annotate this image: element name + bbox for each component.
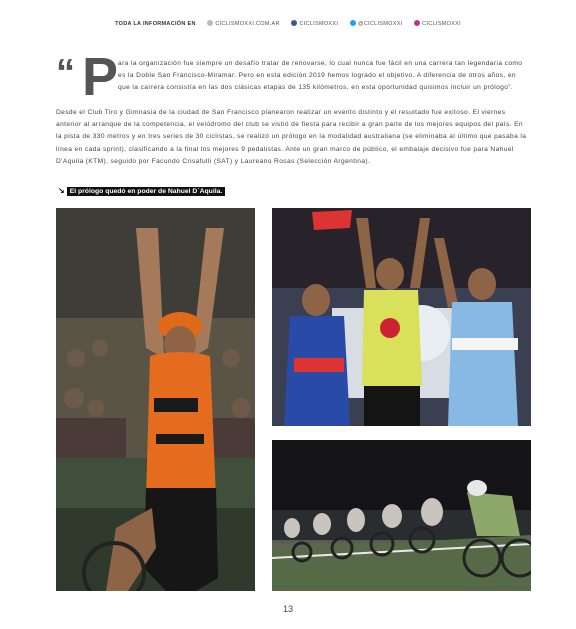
page-number: 13 — [282, 604, 293, 614]
photo-race-action — [272, 440, 531, 591]
drop-cap-quote: “ — [56, 52, 75, 94]
article-paragraph: Desde el Club Tiro y Gimnasia de la ciudad de San Francisco planearon realizar un evento distinto y el resultado fue exitoso. El viernes anterior al arranque de la competencia, el velódromo del club se vistió de fiesta para recibir a gran parte de los mejores equipos del país. En la pista de 330 metros y en tres series de 30 ciclistas, se realizó un prólogo en la modalidad australiana (se eliminaba al último que pasaba la línea en cada sprint), clasificando a la final los mejores 9 pedalistas. Ante un gran marco de público, el embalaje decisivo fue para Nahuel D'Aquila (KTM), seguido por Facundo Crisafulli (SAT) y Laureano Rosas (Selección Argentina). — [56, 109, 527, 165]
header-bar — [0, 20, 576, 27]
photo-podium-illustration — [272, 208, 531, 426]
drop-cap-letter: P — [82, 47, 119, 107]
header-facebook[interactable]: CICLISMOXXI — [299, 21, 339, 27]
photo-winner-illustration — [56, 208, 255, 591]
instagram-icon — [414, 20, 420, 26]
photo-podium — [272, 208, 531, 426]
header-web[interactable]: CICLISMOXXI.COM.AR — [215, 21, 280, 27]
photo-winner-celebrating — [56, 208, 255, 591]
header-twitter[interactable]: @CICLISMOXXI — [357, 21, 403, 27]
photo-caption-text: El prólogo quedó en poder de Nahuel D´Aquila. — [67, 187, 226, 196]
photo-race-illustration — [272, 440, 531, 591]
arrow-down-right-icon: ↘ — [58, 186, 65, 195]
twitter-icon — [350, 20, 356, 26]
facebook-icon — [291, 20, 297, 26]
photo-caption — [58, 186, 225, 195]
header-instagram[interactable]: CICLISMOXXI — [422, 21, 461, 27]
header-lead: TODA LA INFORMACIÓN EN — [115, 21, 196, 27]
globe-icon — [207, 20, 213, 26]
article-lead-paragraph: ara la organización fue siempre un desafío tratar de renovarse, lo cual nunca fue fácil en una carrera tan legendaria como es la Doble San Francisco-Miramar. Pero en esta edición 2019 hemos logrado el objetivo. A diferencia de otros años, en que la carrera consistía en las dos clásicas etapas de 135 kilómetros, en esta oportunidad quisimos incluir un prólogo”. — [118, 60, 523, 92]
